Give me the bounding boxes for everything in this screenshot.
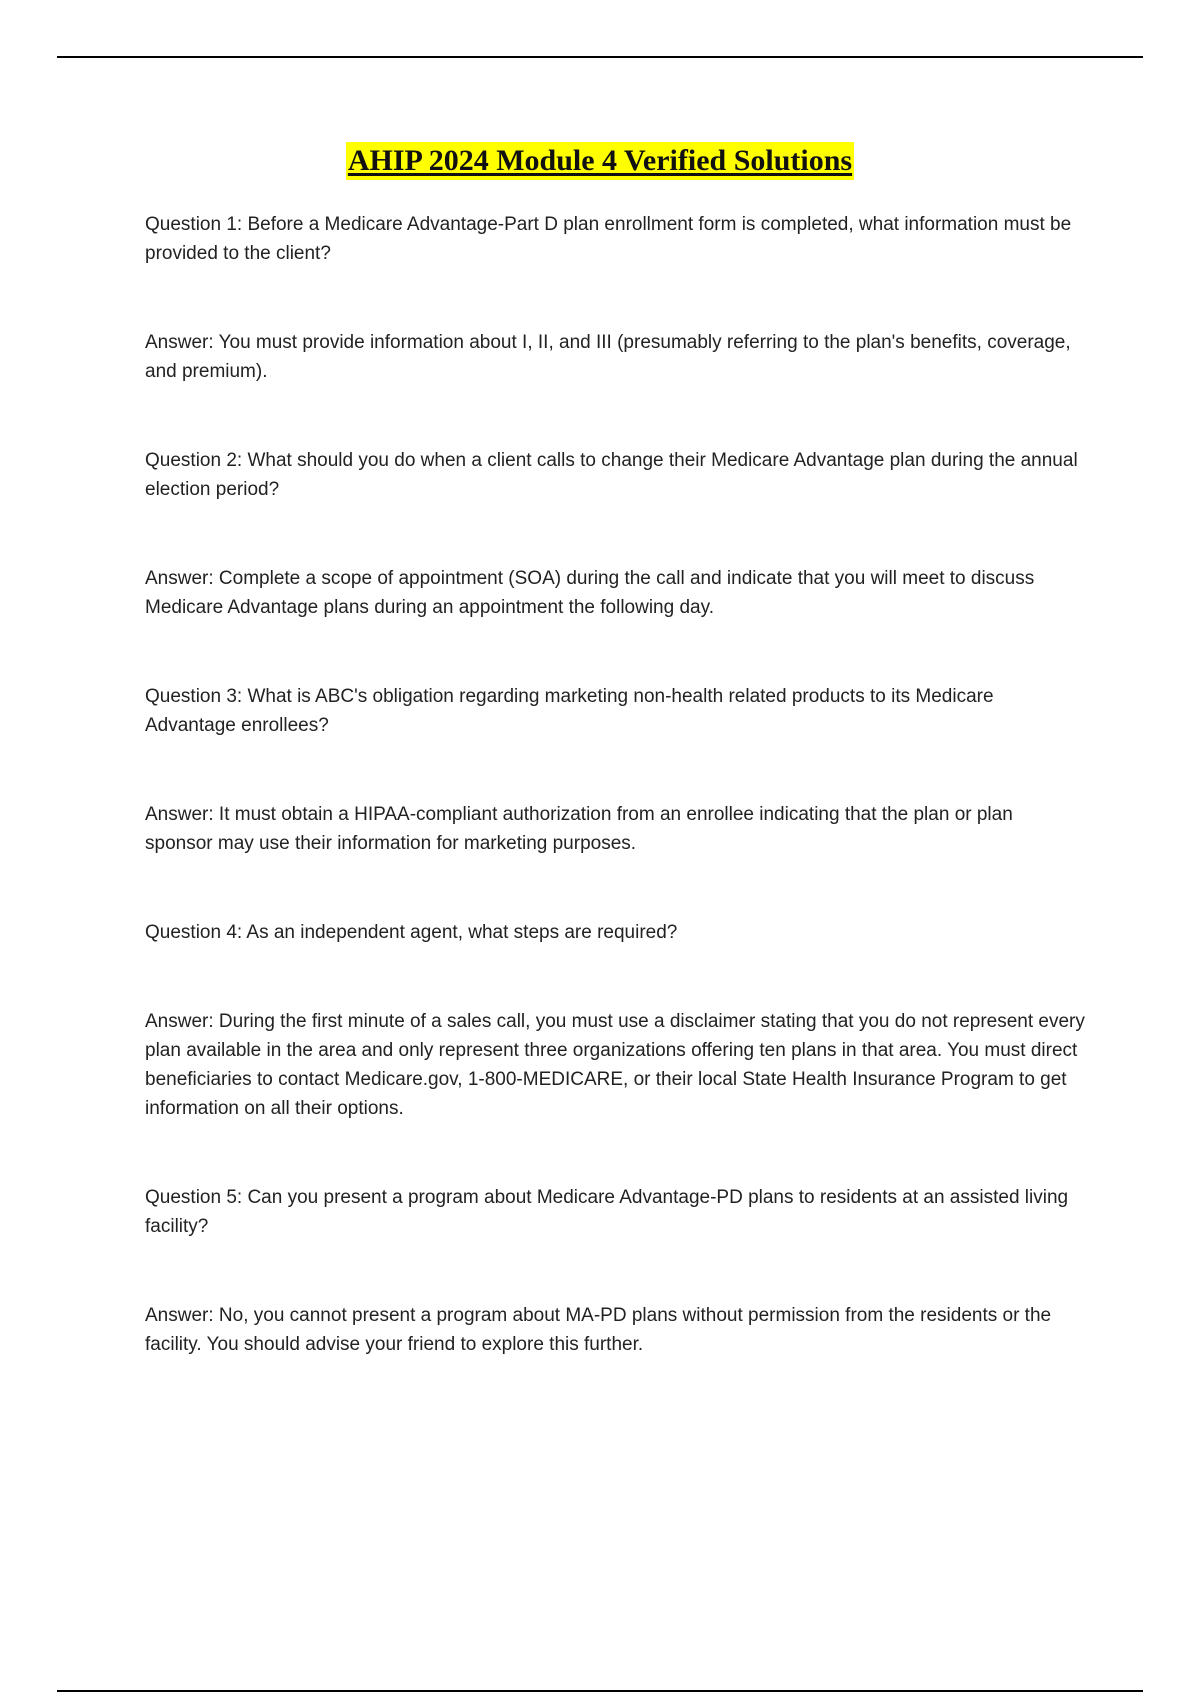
answer-text: Answer: No, you cannot present a program about MA-PD plans without permission from the residents or the facility. You should advise your friend to explore this further. [145, 1305, 1052, 1355]
question-text: Question 1: Before a Medicare Advantage-Part D plan enrollment form is completed, what information must be provided to the client? [145, 214, 1072, 264]
title-container [0, 142, 1200, 180]
question-text: Question 2: What should you do when a client calls to change their Medicare Advantage plan during the annual election period? [145, 450, 1078, 500]
question-text: Question 3: What is ABC's obligation regarding marketing non-health related products to its Medicare Advantage enrollees? [145, 686, 994, 736]
qa-item-5 [145, 1183, 1085, 1359]
top-rule [57, 56, 1143, 58]
bottom-rule [57, 1690, 1143, 1692]
qa-item-2 [145, 446, 1085, 622]
answer-text: Answer: You must provide information about I, II, and III (presumably referring to the plan's benefits, coverage, and premium). [145, 332, 1071, 382]
answer-text: Answer: Complete a scope of appointment (SOA) during the call and indicate that you will meet to discuss Medicare Advantage plans during an appointment the following day. [145, 568, 1035, 618]
answer-text: Answer: During the first minute of a sales call, you must use a disclaimer stating that you do not represent every plan available in the area and only represent three organizations offering ten plans in that area. You must direct beneficiaries to contact Medicare.gov, 1-800-MEDICARE, or their local State Health Insurance Program to get information on all their options. [145, 1011, 1085, 1119]
question-text: Question 5: Can you present a program about Medicare Advantage-PD plans to residents at an assisted living facility? [145, 1187, 1069, 1237]
qa-list [145, 210, 1085, 1419]
answer-text: Answer: It must obtain a HIPAA-compliant authorization from an enrollee indicating that the plan or plan sponsor may use their information for marketing purposes. [145, 804, 1013, 854]
qa-item-3 [145, 682, 1085, 858]
qa-item-4 [145, 918, 1085, 1123]
question-text: Question 4: As an independent agent, what steps are required? [145, 922, 678, 943]
qa-item-1 [145, 210, 1085, 386]
document-title: AHIP 2024 Module 4 Verified Solutions [346, 142, 854, 180]
